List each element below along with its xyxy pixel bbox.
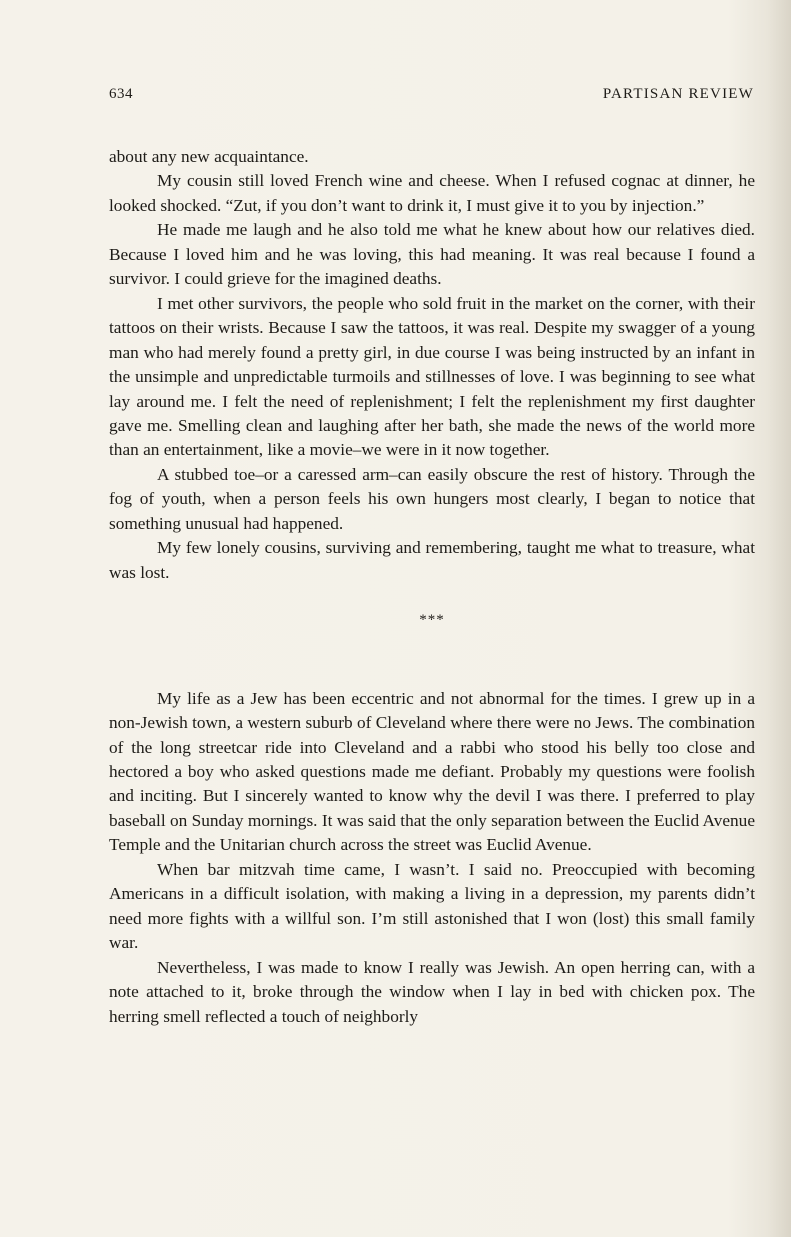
paragraph: My few lonely cousins, surviving and remembering, taught me what to treasure, what was lost. (109, 538, 755, 582)
paragraph: When bar mitzvah time came, I wasn’t. I said no. Preoccupied with becoming Americans in a difficult isolation, with making a living in a depression, my parents didn’t need more fights with a willful son. I’m still astonished that I won (lost) this small family war. (109, 859, 755, 953)
paragraph: A stubbed toe–or a caressed arm–can easily obscure the rest of history. Through the fog of youth, when a person feels his own hungers most clearly, I began to notice that something unusual had happened. (109, 464, 755, 533)
paragraph: He made me laugh and he also told me what he knew about how our relatives died. Because I loved him and he was loving, this had meaning. It was real because I found a survivor. I could grieve for the imagined deaths. (109, 220, 755, 289)
journal-title: PARTISAN REVIEW (602, 86, 754, 102)
paragraph: My cousin still loved French wine and cheese. When I refused cognac at dinner, he looked shocked. “Zut, if you don’t want to drink it, I must give it to you by injection.” (109, 171, 755, 215)
body-text (109, 145, 755, 1029)
page-number: 634 (109, 86, 133, 102)
paragraph: I met other survivors, the people who sold fruit in the market on the corner, with their tattoos on their wrists. Because I saw the tattoos, it was real. Despite my swagger of a young man who had merely found a pretty girl, in due course I was being instructed by an infant in the unsimple and unpredictable turmoils and stillnesses of love. I was beginning to see what lay around me. I felt the need of replenishment; I felt the replenishment my first daughter gave me. Smelling clean and laughing after her bath, she made the news of the world more than an entertainment, like a movie–we were in it now together. (109, 293, 755, 460)
section-break: *** (419, 612, 445, 629)
running-head (109, 86, 754, 108)
paragraph: about any new acquaintance. (109, 147, 309, 166)
paragraph: Nevertheless, I was made to know I really was Jewish. An open herring can, with a note attached to it, broke through the window when I lay in bed with chicken pox. The herring smell reflected a touch of neighborly (109, 957, 755, 1026)
paragraph: My life as a Jew has been eccentric and not abnormal for the times. I grew up in a non-Jewish town, a western suburb of Cleveland where there were no Jews. The combination of the long streetcar ride into Cleveland and a rabbi who stood his belly too close and hectored a boy who asked questions made me defiant. Probably my questions were foolish and inciting. But I sincerely wanted to know why the devil I was there. I preferred to play baseball on Sunday mornings. It was said that the only separation between the Euclid Avenue Temple and the Unitarian church across the street was Euclid Avenue. (109, 688, 755, 855)
